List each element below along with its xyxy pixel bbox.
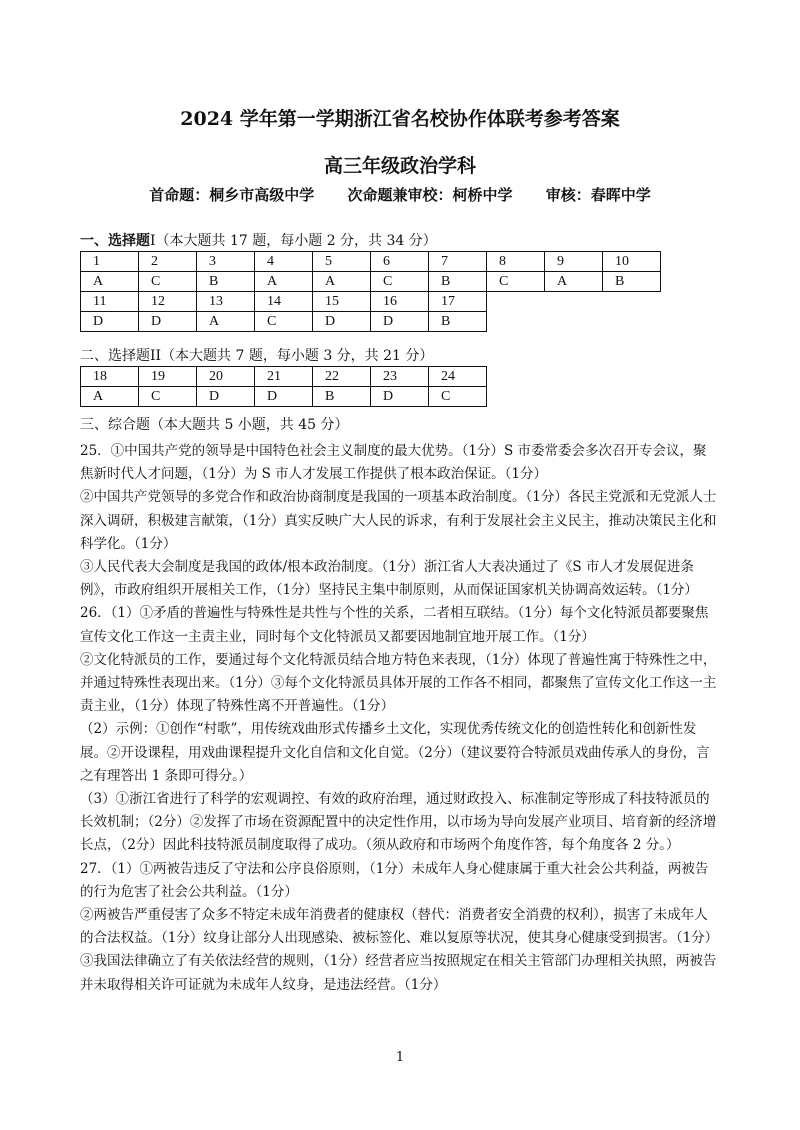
table-row: D D A C D D B (81, 312, 661, 332)
credit-second: 次命题兼审校：柯桥中学 (347, 186, 513, 204)
answer-paragraph: 25．①中国共产党的领导是中国特色社会主义制度的最大优势。（1分）S 市委常委会多次召开专会议，聚焦新时代人才问题，（1分）为 S 市人才发展工作提供了根本政治保证。（1分） (80, 443, 707, 483)
document-subtitle: 高三年级政治学科 (323, 155, 476, 177)
section2-heading: 二、选择题II（本大题共 7 题，每小题 3 分，共 21 分） (80, 348, 434, 364)
page-number: 1 (395, 1050, 405, 1065)
answer-paragraph: 27．（1）①两被告违反了守法和公序良俗原则，（1分）未成年人身心健康属于重大社会公共利益，两被告的行为危害了社会公共利益。（1分） (80, 860, 709, 900)
credit-first: 首命题：桐乡市高级中学 (149, 186, 315, 204)
table-row: 1 2 3 4 5 6 7 8 9 10 (81, 252, 661, 272)
table-row: A C D D B D C (81, 387, 487, 407)
answer-paragraph: （2）示例：①创作“村歌”，用传统戏曲形式传播乡土文化，实现优秀传统文化的创造性转化和创新性发展。②开设课程，用戏曲课程提升文化自信和文化自觉。（2分）（建议要符合特派员戏曲传承人的身份，言之有理答出 1 条即可得分。） (80, 721, 710, 784)
answer-paragraph: ②中国共产党领导的多党合作和政治协商制度是我国的一项基本政治制度。（1分）各民主党派和无党派人士深入调研，积极建言献策，（1分）真实反映广大人民的诉求，有利于发展社会主义民主，推动决策民主化和科学化。（1分） (80, 489, 717, 552)
section1-heading: 一、选择题I（本大题共 17 题，每小题 2 分，共 34 分） (80, 233, 437, 249)
answer-body (80, 440, 720, 997)
table-row: 11 12 13 14 15 16 17 (81, 292, 661, 312)
answer-paragraph: ③我国法律确立了有关依法经营的规则，（1分）经营者应当按照规定在相关主管部门办理相关执照，两被告并未取得相关许可证就为未成年人纹身，是违法经营。（1分） (80, 953, 717, 993)
section3-heading: 三、综合题（本大题共 5 小题，共 45 分） (80, 417, 349, 433)
answer-paragraph: ②两被告严重侵害了众多不特定未成年消费者的健康权（替代：消费者安全消费的权利），损害了未成年人的合法权益。（1分）纹身让部分人出现感染、被标签化、难以复原等状况，使其身心健康受到损害。（1分） (80, 907, 719, 947)
table-row: A C B A A C B C A B (81, 272, 661, 292)
answer-paragraph: 26．（1）①矛盾的普遍性与特殊性是共性与个性的关系，二者相互联结。（1分）每个文化特派员都要聚焦宣传文化工作这一主责主业，同时每个文化特派员又都要因地制宜地开展工作。（1分） (80, 605, 709, 645)
answer-paragraph: ③人民代表大会制度是我国的政体/根本政治制度。（1分）浙江省人大表决通过了《S 市人才发展促进条例》，市政府组织开展相关工作，（1分）坚持民主集中制原则，从而保证国家机关协调高效运转。（1分） (80, 559, 698, 599)
credit-review: 审核：春晖中学 (545, 186, 651, 204)
section1-answer-table (80, 251, 661, 332)
section2-answer-table (80, 366, 487, 407)
table-row: 18 19 20 21 22 23 24 (81, 367, 487, 387)
answer-paragraph: （3）①浙江省进行了科学的宏观调控、有效的政府治理，通过财政投入、标准制定等形成了科技特派员的长效机制；（2分）②发挥了市场在资源配置中的决定性作用，以市场为导向发展产业项目、培育新的经济增长点，（2分）因此科技特派员制度取得了成功。（须从政府和市场两个角度作答，每个角度各 2 分。） (80, 791, 717, 854)
credits-line (0, 184, 800, 205)
answer-paragraph: ②文化特派员的工作，要通过每个文化特派员结合地方特色来表现，（1分）体现了普遍性寓于特殊性之中，并通过特殊性表现出来。（1分）③每个文化特派员具体开展的工作各不相同，都聚焦了宣传文化工作这一主责主业，（1分）体现了特殊性离不开普遍性。（1分） (80, 651, 717, 715)
document-title: 2024 学年第一学期浙江省名校协作体联考参考答案 (180, 108, 620, 130)
